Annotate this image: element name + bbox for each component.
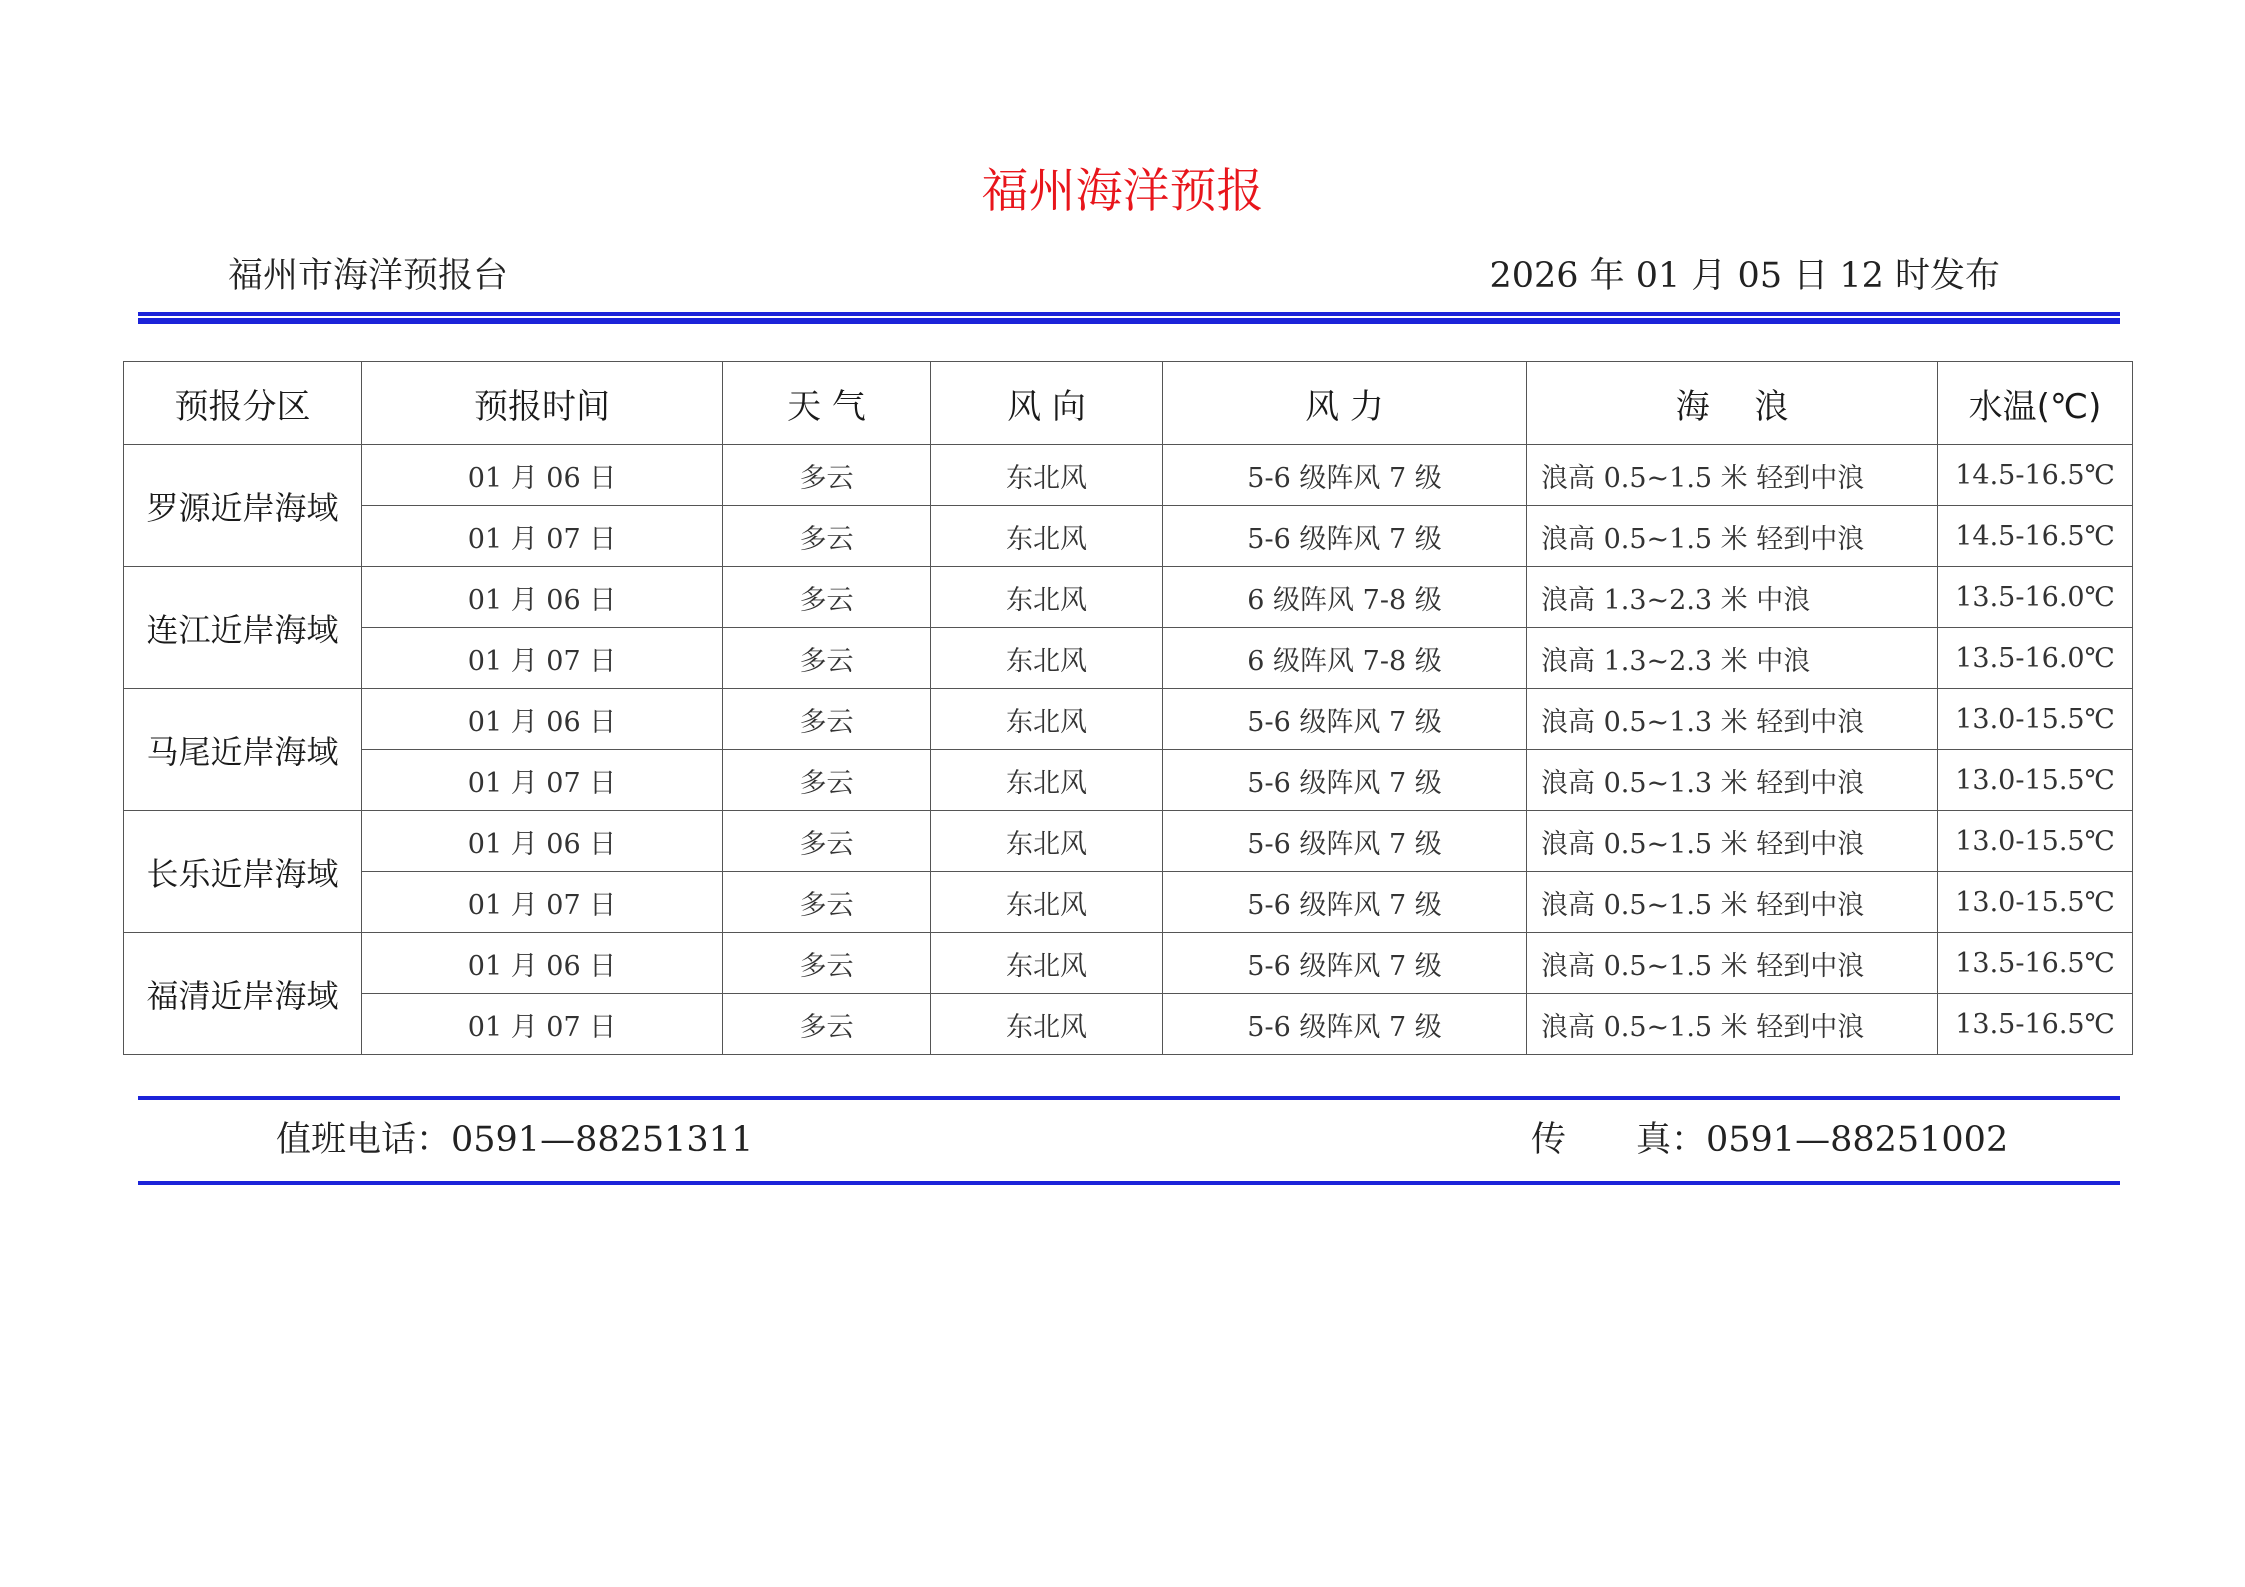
water-temp-cell: 14.5-16.5℃ bbox=[1938, 445, 2133, 506]
table-row bbox=[124, 994, 2133, 1055]
forecast-date: 01 月 06 日 bbox=[362, 811, 723, 872]
weather-cell: 多云 bbox=[723, 689, 931, 750]
wave-cell: 浪高 0.5~1.3 米 轻到中浪 bbox=[1527, 750, 1938, 811]
header-wave: 海 浪 bbox=[1527, 362, 1938, 445]
issuer-name: 福州市海洋预报台 bbox=[228, 256, 509, 296]
wind-direction-cell: 东北风 bbox=[931, 872, 1163, 933]
water-temp-cell: 13.0-15.5℃ bbox=[1938, 811, 2133, 872]
wind-direction-cell: 东北风 bbox=[931, 445, 1163, 506]
table-header-row bbox=[124, 362, 2133, 445]
forecast-table bbox=[123, 361, 2133, 1055]
wave-cell: 浪高 1.3~2.3 米 中浪 bbox=[1527, 628, 1938, 689]
footer-rule-bottom bbox=[138, 1181, 2120, 1185]
wind-force-cell: 6 级阵风 7-8 级 bbox=[1163, 628, 1527, 689]
wave-cell: 浪高 0.5~1.3 米 轻到中浪 bbox=[1527, 689, 1938, 750]
forecast-date: 01 月 07 日 bbox=[362, 872, 723, 933]
table-row bbox=[124, 445, 2133, 506]
zone-name: 连江近岸海域 bbox=[124, 567, 362, 689]
wind-direction-cell: 东北风 bbox=[931, 811, 1163, 872]
header-zone: 预报分区 bbox=[124, 362, 362, 445]
wave-cell: 浪高 0.5~1.5 米 轻到中浪 bbox=[1527, 994, 1938, 1055]
wind-force-cell: 5-6 级阵风 7 级 bbox=[1163, 445, 1527, 506]
forecast-date: 01 月 06 日 bbox=[362, 933, 723, 994]
forecast-date: 01 月 07 日 bbox=[362, 506, 723, 567]
zone-name: 罗源近岸海域 bbox=[124, 445, 362, 567]
weather-cell: 多云 bbox=[723, 567, 931, 628]
zone-name: 马尾近岸海域 bbox=[124, 689, 362, 811]
forecast-date: 01 月 07 日 bbox=[362, 994, 723, 1055]
header-water-temp: 水温(℃) bbox=[1938, 362, 2133, 445]
forecast-date: 01 月 06 日 bbox=[362, 445, 723, 506]
weather-cell: 多云 bbox=[723, 506, 931, 567]
wind-force-cell: 5-6 级阵风 7 级 bbox=[1163, 811, 1527, 872]
wind-direction-cell: 东北风 bbox=[931, 750, 1163, 811]
table-row bbox=[124, 628, 2133, 689]
wave-cell: 浪高 0.5~1.5 米 轻到中浪 bbox=[1527, 811, 1938, 872]
wind-force-cell: 5-6 级阵风 7 级 bbox=[1163, 689, 1527, 750]
forecast-date: 01 月 07 日 bbox=[362, 750, 723, 811]
water-temp-cell: 13.5-16.5℃ bbox=[1938, 933, 2133, 994]
header-wind-direction: 风 向 bbox=[931, 362, 1163, 445]
wave-cell: 浪高 1.3~2.3 米 中浪 bbox=[1527, 567, 1938, 628]
document-title: 福州海洋预报 bbox=[981, 164, 1264, 219]
wave-cell: 浪高 0.5~1.5 米 轻到中浪 bbox=[1527, 933, 1938, 994]
wind-direction-cell: 东北风 bbox=[931, 506, 1163, 567]
water-temp-cell: 13.0-15.5℃ bbox=[1938, 872, 2133, 933]
table-row bbox=[124, 750, 2133, 811]
wind-force-cell: 6 级阵风 7-8 级 bbox=[1163, 567, 1527, 628]
wind-force-cell: 5-6 级阵风 7 级 bbox=[1163, 750, 1527, 811]
zone-name: 长乐近岸海域 bbox=[124, 811, 362, 933]
water-temp-cell: 13.0-15.5℃ bbox=[1938, 750, 2133, 811]
table-row bbox=[124, 567, 2133, 628]
wave-cell: 浪高 0.5~1.5 米 轻到中浪 bbox=[1527, 872, 1938, 933]
header-rule-thin bbox=[138, 312, 2120, 316]
fax-number: 传 真：0591—88251002 bbox=[1531, 1120, 2009, 1160]
table-row bbox=[124, 872, 2133, 933]
water-temp-cell: 13.5-16.0℃ bbox=[1938, 628, 2133, 689]
duty-phone: 值班电话：0591—88251311 bbox=[276, 1120, 754, 1160]
wind-direction-cell: 东北风 bbox=[931, 994, 1163, 1055]
weather-cell: 多云 bbox=[723, 933, 931, 994]
forecast-date: 01 月 06 日 bbox=[362, 567, 723, 628]
weather-cell: 多云 bbox=[723, 994, 931, 1055]
weather-cell: 多云 bbox=[723, 445, 931, 506]
header-wind-force: 风 力 bbox=[1163, 362, 1527, 445]
footer-rule-top bbox=[138, 1096, 2120, 1100]
weather-cell: 多云 bbox=[723, 750, 931, 811]
water-temp-cell: 13.5-16.0℃ bbox=[1938, 567, 2133, 628]
wave-cell: 浪高 0.5~1.5 米 轻到中浪 bbox=[1527, 506, 1938, 567]
header-rule-thick bbox=[138, 318, 2120, 324]
weather-cell: 多云 bbox=[723, 872, 931, 933]
water-temp-cell: 14.5-16.5℃ bbox=[1938, 506, 2133, 567]
wind-direction-cell: 东北风 bbox=[931, 933, 1163, 994]
forecast-date: 01 月 06 日 bbox=[362, 689, 723, 750]
wind-force-cell: 5-6 级阵风 7 级 bbox=[1163, 506, 1527, 567]
wind-direction-cell: 东北风 bbox=[931, 689, 1163, 750]
table-row bbox=[124, 689, 2133, 750]
header-date: 预报时间 bbox=[362, 362, 723, 445]
wind-direction-cell: 东北风 bbox=[931, 628, 1163, 689]
table-row bbox=[124, 811, 2133, 872]
wind-force-cell: 5-6 级阵风 7 级 bbox=[1163, 994, 1527, 1055]
water-temp-cell: 13.0-15.5℃ bbox=[1938, 689, 2133, 750]
wave-cell: 浪高 0.5~1.5 米 轻到中浪 bbox=[1527, 445, 1938, 506]
forecast-date: 01 月 07 日 bbox=[362, 628, 723, 689]
wind-force-cell: 5-6 级阵风 7 级 bbox=[1163, 872, 1527, 933]
weather-cell: 多云 bbox=[723, 628, 931, 689]
header-weather: 天 气 bbox=[723, 362, 931, 445]
issue-time: 2026 年 01 月 05 日 12 时发布 bbox=[1489, 256, 2000, 296]
water-temp-cell: 13.5-16.5℃ bbox=[1938, 994, 2133, 1055]
zone-name: 福清近岸海域 bbox=[124, 933, 362, 1055]
table-row bbox=[124, 933, 2133, 994]
wind-direction-cell: 东北风 bbox=[931, 567, 1163, 628]
table-row bbox=[124, 506, 2133, 567]
wind-force-cell: 5-6 级阵风 7 级 bbox=[1163, 933, 1527, 994]
weather-cell: 多云 bbox=[723, 811, 931, 872]
